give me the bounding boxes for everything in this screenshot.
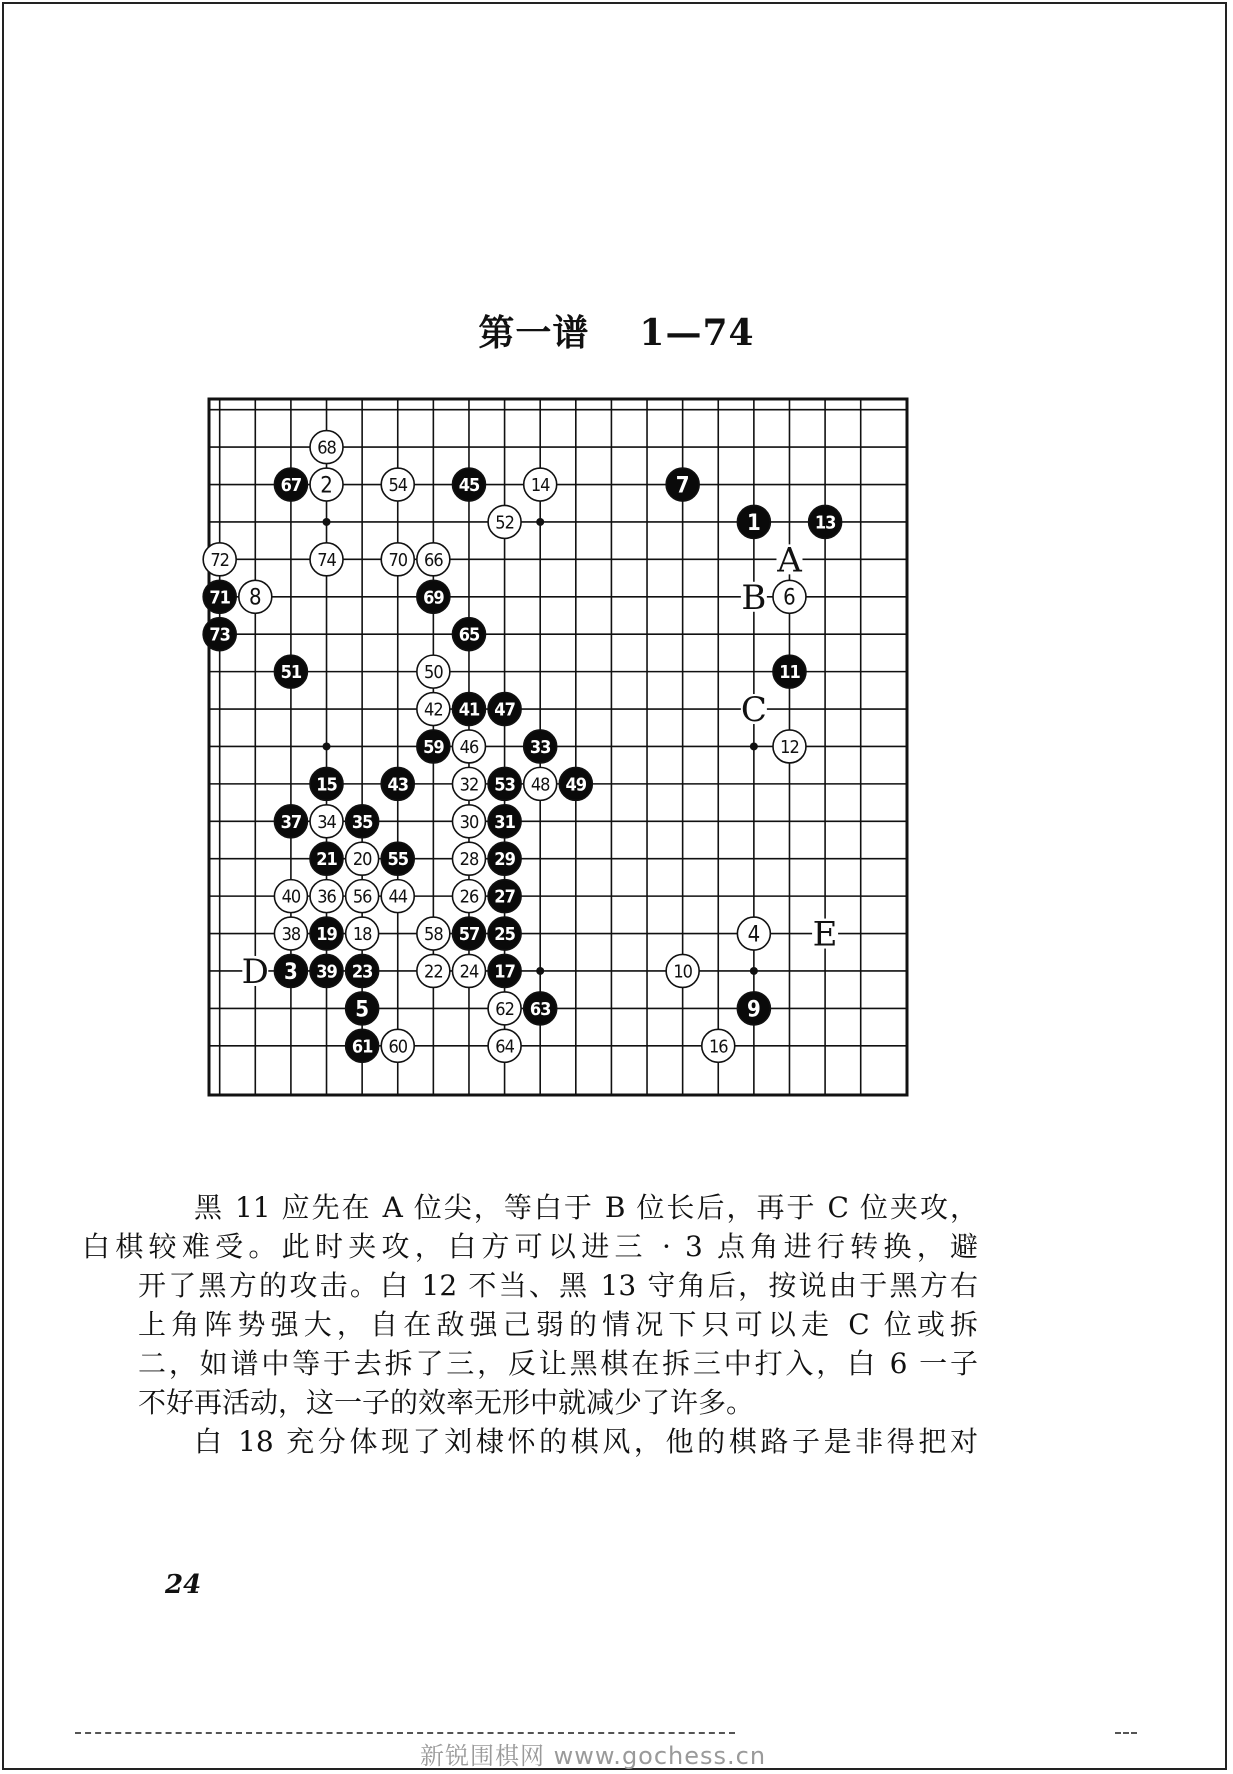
move-number: 63 <box>529 998 551 1020</box>
move-number: 30 <box>459 811 479 833</box>
star-point <box>323 742 331 750</box>
move-number: 12 <box>780 736 799 758</box>
move-number: 23 <box>351 961 373 983</box>
move-number: 40 <box>281 886 301 908</box>
move-number: 19 <box>316 924 337 946</box>
move-number: 64 <box>495 1036 514 1058</box>
move-number: 55 <box>387 849 409 871</box>
move-number: 61 <box>351 1036 373 1058</box>
move-number: 43 <box>387 774 409 796</box>
watermark: 新锐围棋网 www.gochess.cn <box>420 1742 767 1770</box>
move-number: 46 <box>459 736 479 758</box>
move-number: 31 <box>494 811 515 833</box>
move-number: 44 <box>388 886 408 908</box>
star-point <box>536 967 544 975</box>
text-line: 上角阵势强大，自在敌强己弱的情况下只可以走 C 位或拆 <box>138 1308 978 1341</box>
commentary-paragraph-2 <box>138 1422 978 1461</box>
text-line: 黑 11 应先在 A 位尖，等白于 B 位长后，再于 C 位夹攻， <box>194 1191 978 1224</box>
move-number: 52 <box>495 512 514 534</box>
move-number: 47 <box>494 699 515 721</box>
text-line: 开了黑方的攻击。白 12 不当、黑 13 守角后，按说由于黑方右 <box>138 1269 978 1302</box>
text-line: 白棋较难受。此时夹攻，白方可以进三 · 3 点角进行转换，避 <box>82 1230 978 1263</box>
diagram-title-range: 1—74 <box>639 312 755 354</box>
move-number: 14 <box>530 475 550 497</box>
move-number: 26 <box>459 886 479 908</box>
move-number: 51 <box>280 662 302 684</box>
move-number: 53 <box>494 774 515 796</box>
text-line: 不好再活动，这一子的效率无形中就减少了许多。 <box>138 1386 755 1419</box>
move-number: 18 <box>352 924 372 946</box>
move-number: 37 <box>280 811 302 833</box>
move-number: 66 <box>424 549 443 571</box>
move-number: 33 <box>529 736 551 758</box>
move-number: 21 <box>316 849 337 871</box>
move-number: 20 <box>352 849 372 871</box>
page-number: 24 <box>165 1570 202 1600</box>
move-number: 57 <box>458 924 480 946</box>
move-number: 54 <box>388 475 408 497</box>
move-number: 4 <box>747 922 761 948</box>
position-letter-A: A <box>777 540 802 581</box>
move-number: 32 <box>459 774 479 796</box>
move-number: 74 <box>317 549 336 571</box>
position-letter-C: C <box>740 690 767 731</box>
move-number: 28 <box>459 849 479 871</box>
move-number: 73 <box>209 624 230 646</box>
move-number: 29 <box>494 849 515 871</box>
move-number: 49 <box>565 774 587 796</box>
move-number: 16 <box>708 1036 728 1058</box>
move-number: 7 <box>675 473 690 499</box>
move-number: 45 <box>458 475 480 497</box>
move-number: 17 <box>494 961 515 983</box>
move-number: 9 <box>746 997 761 1023</box>
move-number: 2 <box>320 473 333 499</box>
move-number: 10 <box>673 961 692 983</box>
move-number: 35 <box>351 811 373 833</box>
footer-rule-short <box>1115 1732 1137 1734</box>
move-number: 39 <box>316 961 337 983</box>
move-number: 25 <box>494 924 515 946</box>
star-point <box>323 518 331 526</box>
move-number: 62 <box>495 998 514 1020</box>
diagram-title-main: 第一谱 <box>478 312 590 354</box>
move-number: 1 <box>746 510 761 536</box>
star-point <box>750 742 758 750</box>
move-number: 5 <box>355 997 370 1023</box>
move-number: 8 <box>248 585 262 611</box>
move-number: 36 <box>317 886 336 908</box>
move-number: 69 <box>423 587 444 609</box>
move-number: 24 <box>459 961 479 983</box>
text-line: 白 18 充分体现了刘棣怀的棋风，他的棋路子是非得把对 <box>194 1425 978 1458</box>
move-number: 38 <box>281 924 301 946</box>
move-number: 27 <box>494 886 515 908</box>
move-number: 11 <box>779 662 800 684</box>
text-line: 二，如谱中等于去拆了三，反让黑棋在拆三中打入，白 6 一子 <box>138 1347 978 1380</box>
move-number: 41 <box>458 699 480 721</box>
move-number: 72 <box>210 549 229 571</box>
move-number: 6 <box>783 585 796 611</box>
position-letter-E: E <box>812 914 838 955</box>
move-number: 3 <box>284 959 298 985</box>
star-point <box>750 967 758 975</box>
footer-rule <box>75 1732 735 1734</box>
move-number: 60 <box>388 1036 408 1058</box>
move-number: 68 <box>317 437 336 459</box>
move-number: 56 <box>352 886 372 908</box>
position-letter-D: D <box>241 951 269 992</box>
move-number: 22 <box>424 961 443 983</box>
star-point <box>536 518 544 526</box>
move-number: 70 <box>388 549 408 571</box>
move-number: 67 <box>280 475 302 497</box>
move-number: 13 <box>814 512 836 534</box>
move-number: 58 <box>424 924 443 946</box>
move-number: 50 <box>424 662 443 684</box>
move-number: 48 <box>530 774 550 796</box>
commentary <box>82 1188 978 1461</box>
move-number: 15 <box>316 774 337 796</box>
position-letter-B: B <box>741 577 767 618</box>
move-number: 65 <box>458 624 480 646</box>
move-number: 34 <box>317 811 336 833</box>
move-number: 71 <box>209 587 230 609</box>
move-number: 42 <box>424 699 443 721</box>
commentary-paragraph-1 <box>82 1188 978 1422</box>
move-number: 59 <box>423 736 444 758</box>
